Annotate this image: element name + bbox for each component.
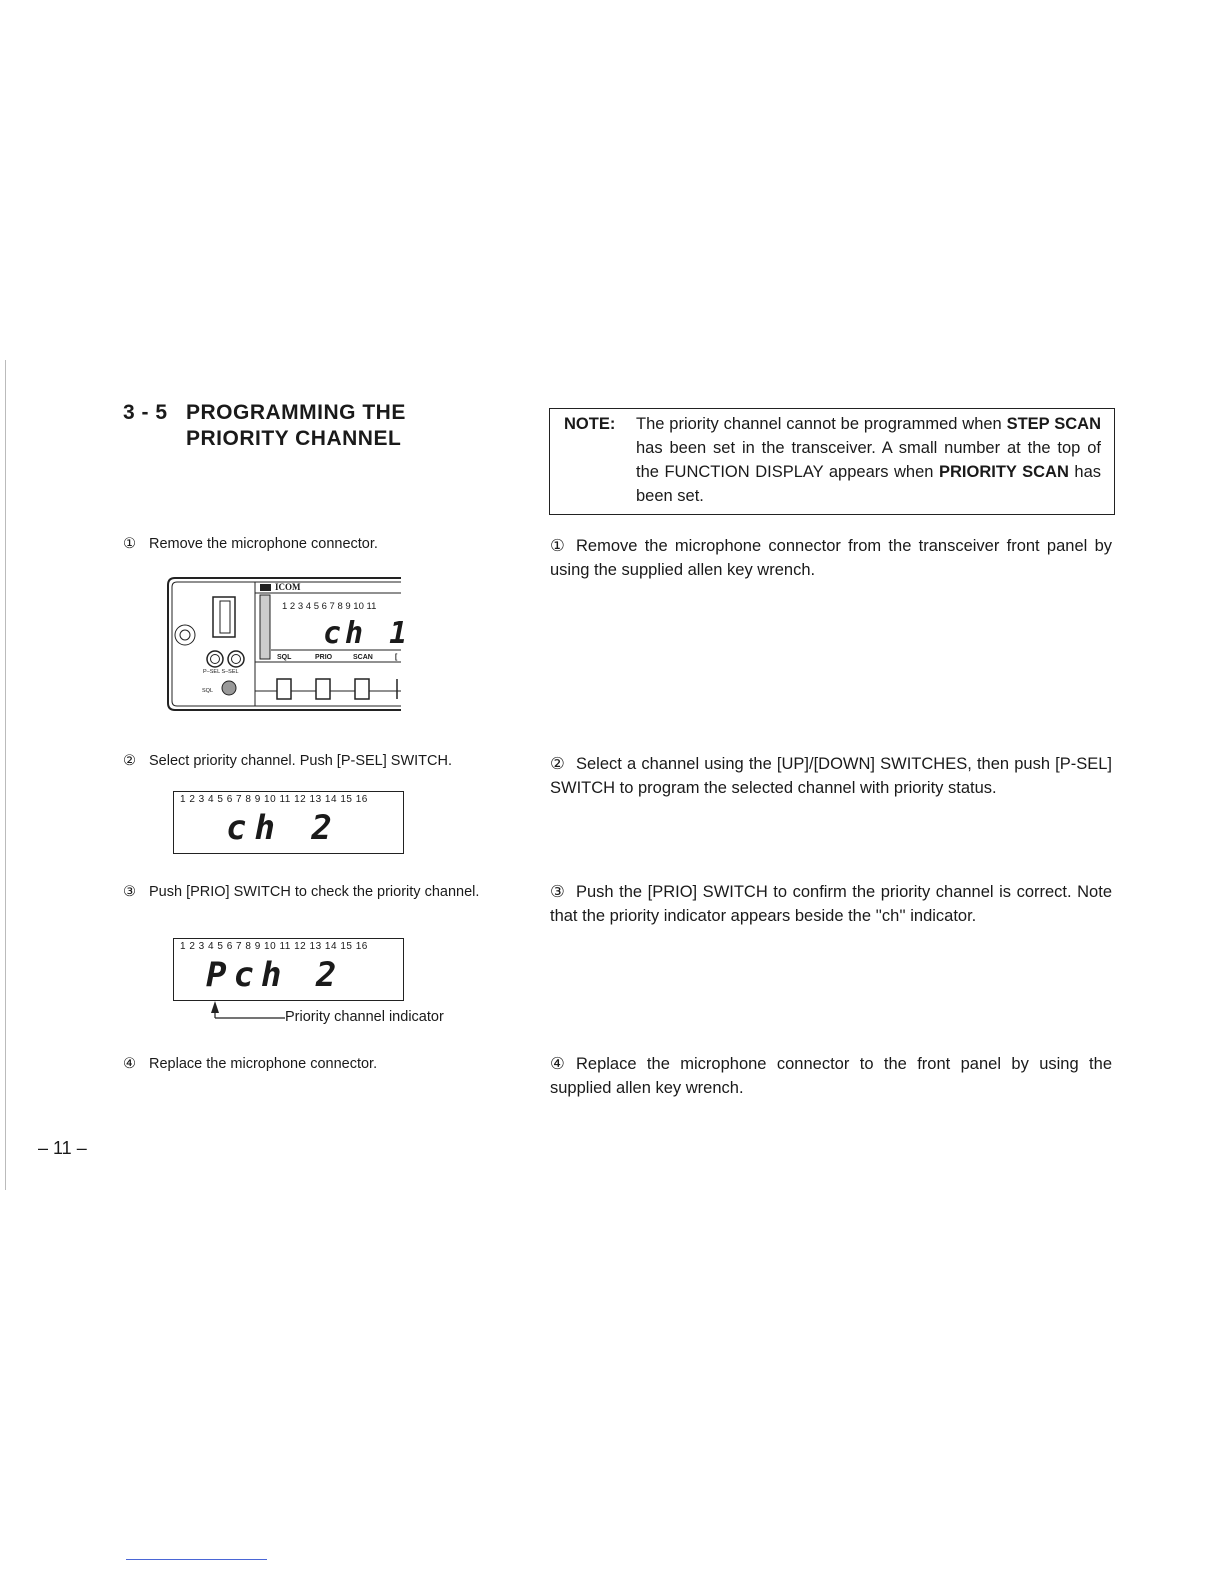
note-box [549,408,1115,515]
left-step-3-text: Push [PRIO] SWITCH to check the priority channel. [149,884,480,900]
panel-button-scan: SCAN [353,654,373,661]
panel-button-cut: [ [395,654,398,661]
step-marker-2r: ② [550,755,565,773]
left-step-1 [123,534,513,555]
lcd-select-channel-numbers: 1 2 3 4 5 6 7 8 9 10 11 12 13 14 15 16 [180,794,368,805]
priority-indicator-arrow [205,1001,285,1025]
left-step-2 [123,751,513,772]
section-number: 3 - 5 [123,401,168,424]
panel-button-sql: SQL [277,654,292,661]
step-marker-2: ② [123,753,136,769]
binding-margin-line [5,360,6,1190]
step-marker-1r: ① [550,537,565,555]
step-marker-3r: ③ [550,883,565,901]
left-step-3 [123,882,513,903]
left-step-4-text: Replace the microphone connector. [149,1056,378,1072]
lcd-prio-display [173,938,404,1001]
step-marker-4: ④ [123,1056,136,1072]
right-step-4 [550,1052,1112,1100]
note-bold-priority-scan: PRIORITY SCAN [938,463,1069,481]
lcd-select-display [173,791,404,854]
note-text-c: has been set. [636,463,1101,505]
note-text-b: has been set in the transceiver. A small number at the top of the FUNCTION DISPLAY appears when [636,439,1101,481]
note-bold-step-scan: STEP SCAN [1006,415,1101,433]
step-marker-3: ③ [123,884,136,900]
priority-indicator-label: Priority channel indicator [285,1009,444,1025]
left-step-2-text: Select priority channel. Push [P-SEL] SWITCH. [149,753,452,769]
right-step-3 [550,880,1112,928]
step-marker-4r: ④ [550,1055,565,1073]
lcd-prio-value: Pch 2 [206,955,344,995]
panel-display: ch 1 [323,616,412,651]
note-text [636,412,1101,508]
right-step-1 [550,534,1112,582]
step-marker-1: ① [123,536,136,552]
front-panel-figure [165,575,412,713]
right-step-2 [550,752,1112,800]
panel-channel-numbers: 1 2 3 4 5 6 7 8 9 10 11 [282,601,377,612]
page-number: – 11 – [38,1138,87,1158]
left-step-1-text: Remove the microphone connector. [149,536,378,552]
right-step-2-text: Select a channel using the [UP]/[DOWN] SWITCHES, then push [P-SEL] SWITCH to program the selected channel with priority status. [550,755,1112,797]
footer-rule [126,1559,267,1560]
panel-knob-labels: P–SEL S–SEL [203,669,239,675]
right-step-1-text: Remove the microphone connector from the transceiver front panel by using the supplied allen key wrench. [550,537,1112,579]
panel-brand: ICOM [275,582,301,592]
section-title-line1: PROGRAMMING THE [186,401,406,424]
left-step-4 [123,1054,513,1075]
lcd-prio-channel-numbers: 1 2 3 4 5 6 7 8 9 10 11 12 13 14 15 16 [180,941,368,952]
section-title-line2: PRIORITY CHANNEL [186,427,402,450]
panel-button-prio: PRIO [315,654,333,661]
note-text-a: The priority channel cannot be programmed when [636,415,1002,433]
lcd-select-value: ch 2 [226,808,340,848]
right-step-4-text: Replace the microphone connector to the front panel by using the supplied allen key wrench. [550,1055,1112,1097]
note-label: NOTE: [564,415,616,433]
right-step-3-text: Push the [PRIO] SWITCH to confirm the priority channel is correct. Note that the priority indicator appears beside the ''ch'' indicator. [550,883,1112,925]
panel-sql-label: SQL [202,688,214,694]
